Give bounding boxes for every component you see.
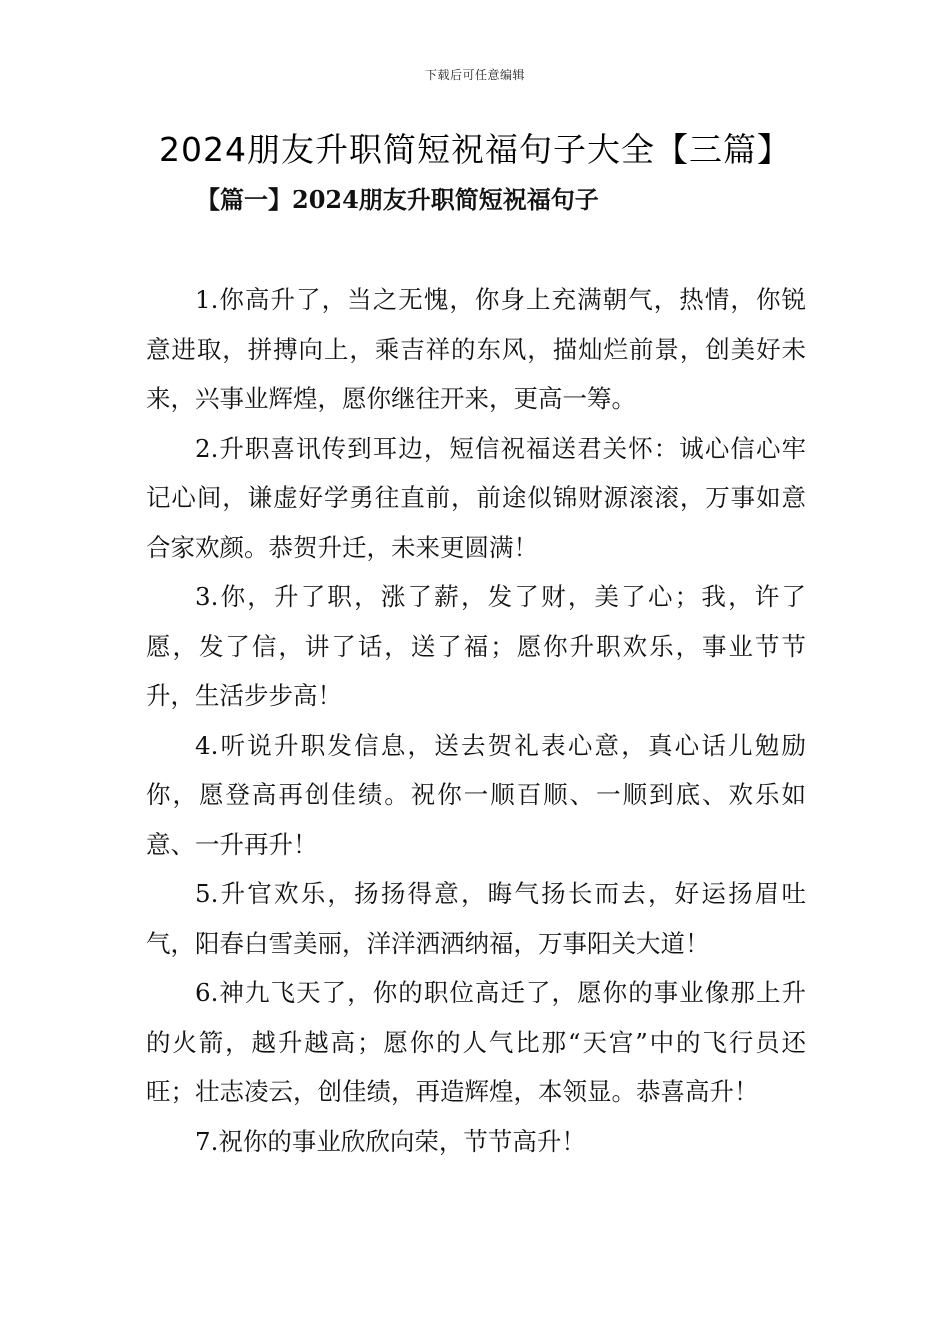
- blessing-item-5: 5.升官欢乐，扬扬得意，晦气扬长而去，好运扬眉吐气，阳春白雪美丽，洋洋洒洒纳福，万事阳关大道！: [146, 879, 806, 958]
- section-heading: 【篇一】2024朋友升职简短祝福句子: [196, 185, 599, 214]
- blessing-item-6: 6.神九飞天了，你的职位高迁了，愿你的事业像那上升的火箭，越升越高；愿你的人气比那“天宫”中的飞行员还旺；壮志凌云，创佳绩，再造辉煌，本领显。恭喜高升！: [146, 978, 806, 1106]
- blessing-item-3: 3.你，升了职，涨了薪，发了财，美了心；我，许了愿，发了信，讲了话，送了福；愿你升职欢乐，事业节节升，生活步步高！: [146, 582, 806, 710]
- blessing-item-1: 1.你高升了，当之无愧，你身上充满朝气，热情，你锐意进取，拼搏向上，乘吉祥的东风，描灿烂前景，创美好未来，兴事业辉煌，愿你继往开来，更高一筹。: [146, 285, 806, 413]
- header-note: 下载后可任意编辑: [424, 68, 525, 82]
- blessing-list: [146, 275, 806, 1166]
- blessing-item-4: 4.听说升职发信息，送去贺礼表心意，真心话儿勉励你，愿登高再创佳绩。祝你一顺百顺、一顺到底、欢乐如意、一升再升！: [146, 730, 806, 859]
- document-title: 2024朋友升职简短祝福句子大全【三篇】: [159, 130, 791, 169]
- blessing-item-2: 2.升职喜讯传到耳边，短信祝福送君关怀：诚心信心牢记心间，谦虚好学勇往直前，前途似锦财源滚滚，万事如意合家欢颜。恭贺升迁，未来更圆满！: [146, 433, 806, 562]
- blessing-item-7: 7.祝你的事业欣欣向荣，节节高升！: [195, 1126, 586, 1156]
